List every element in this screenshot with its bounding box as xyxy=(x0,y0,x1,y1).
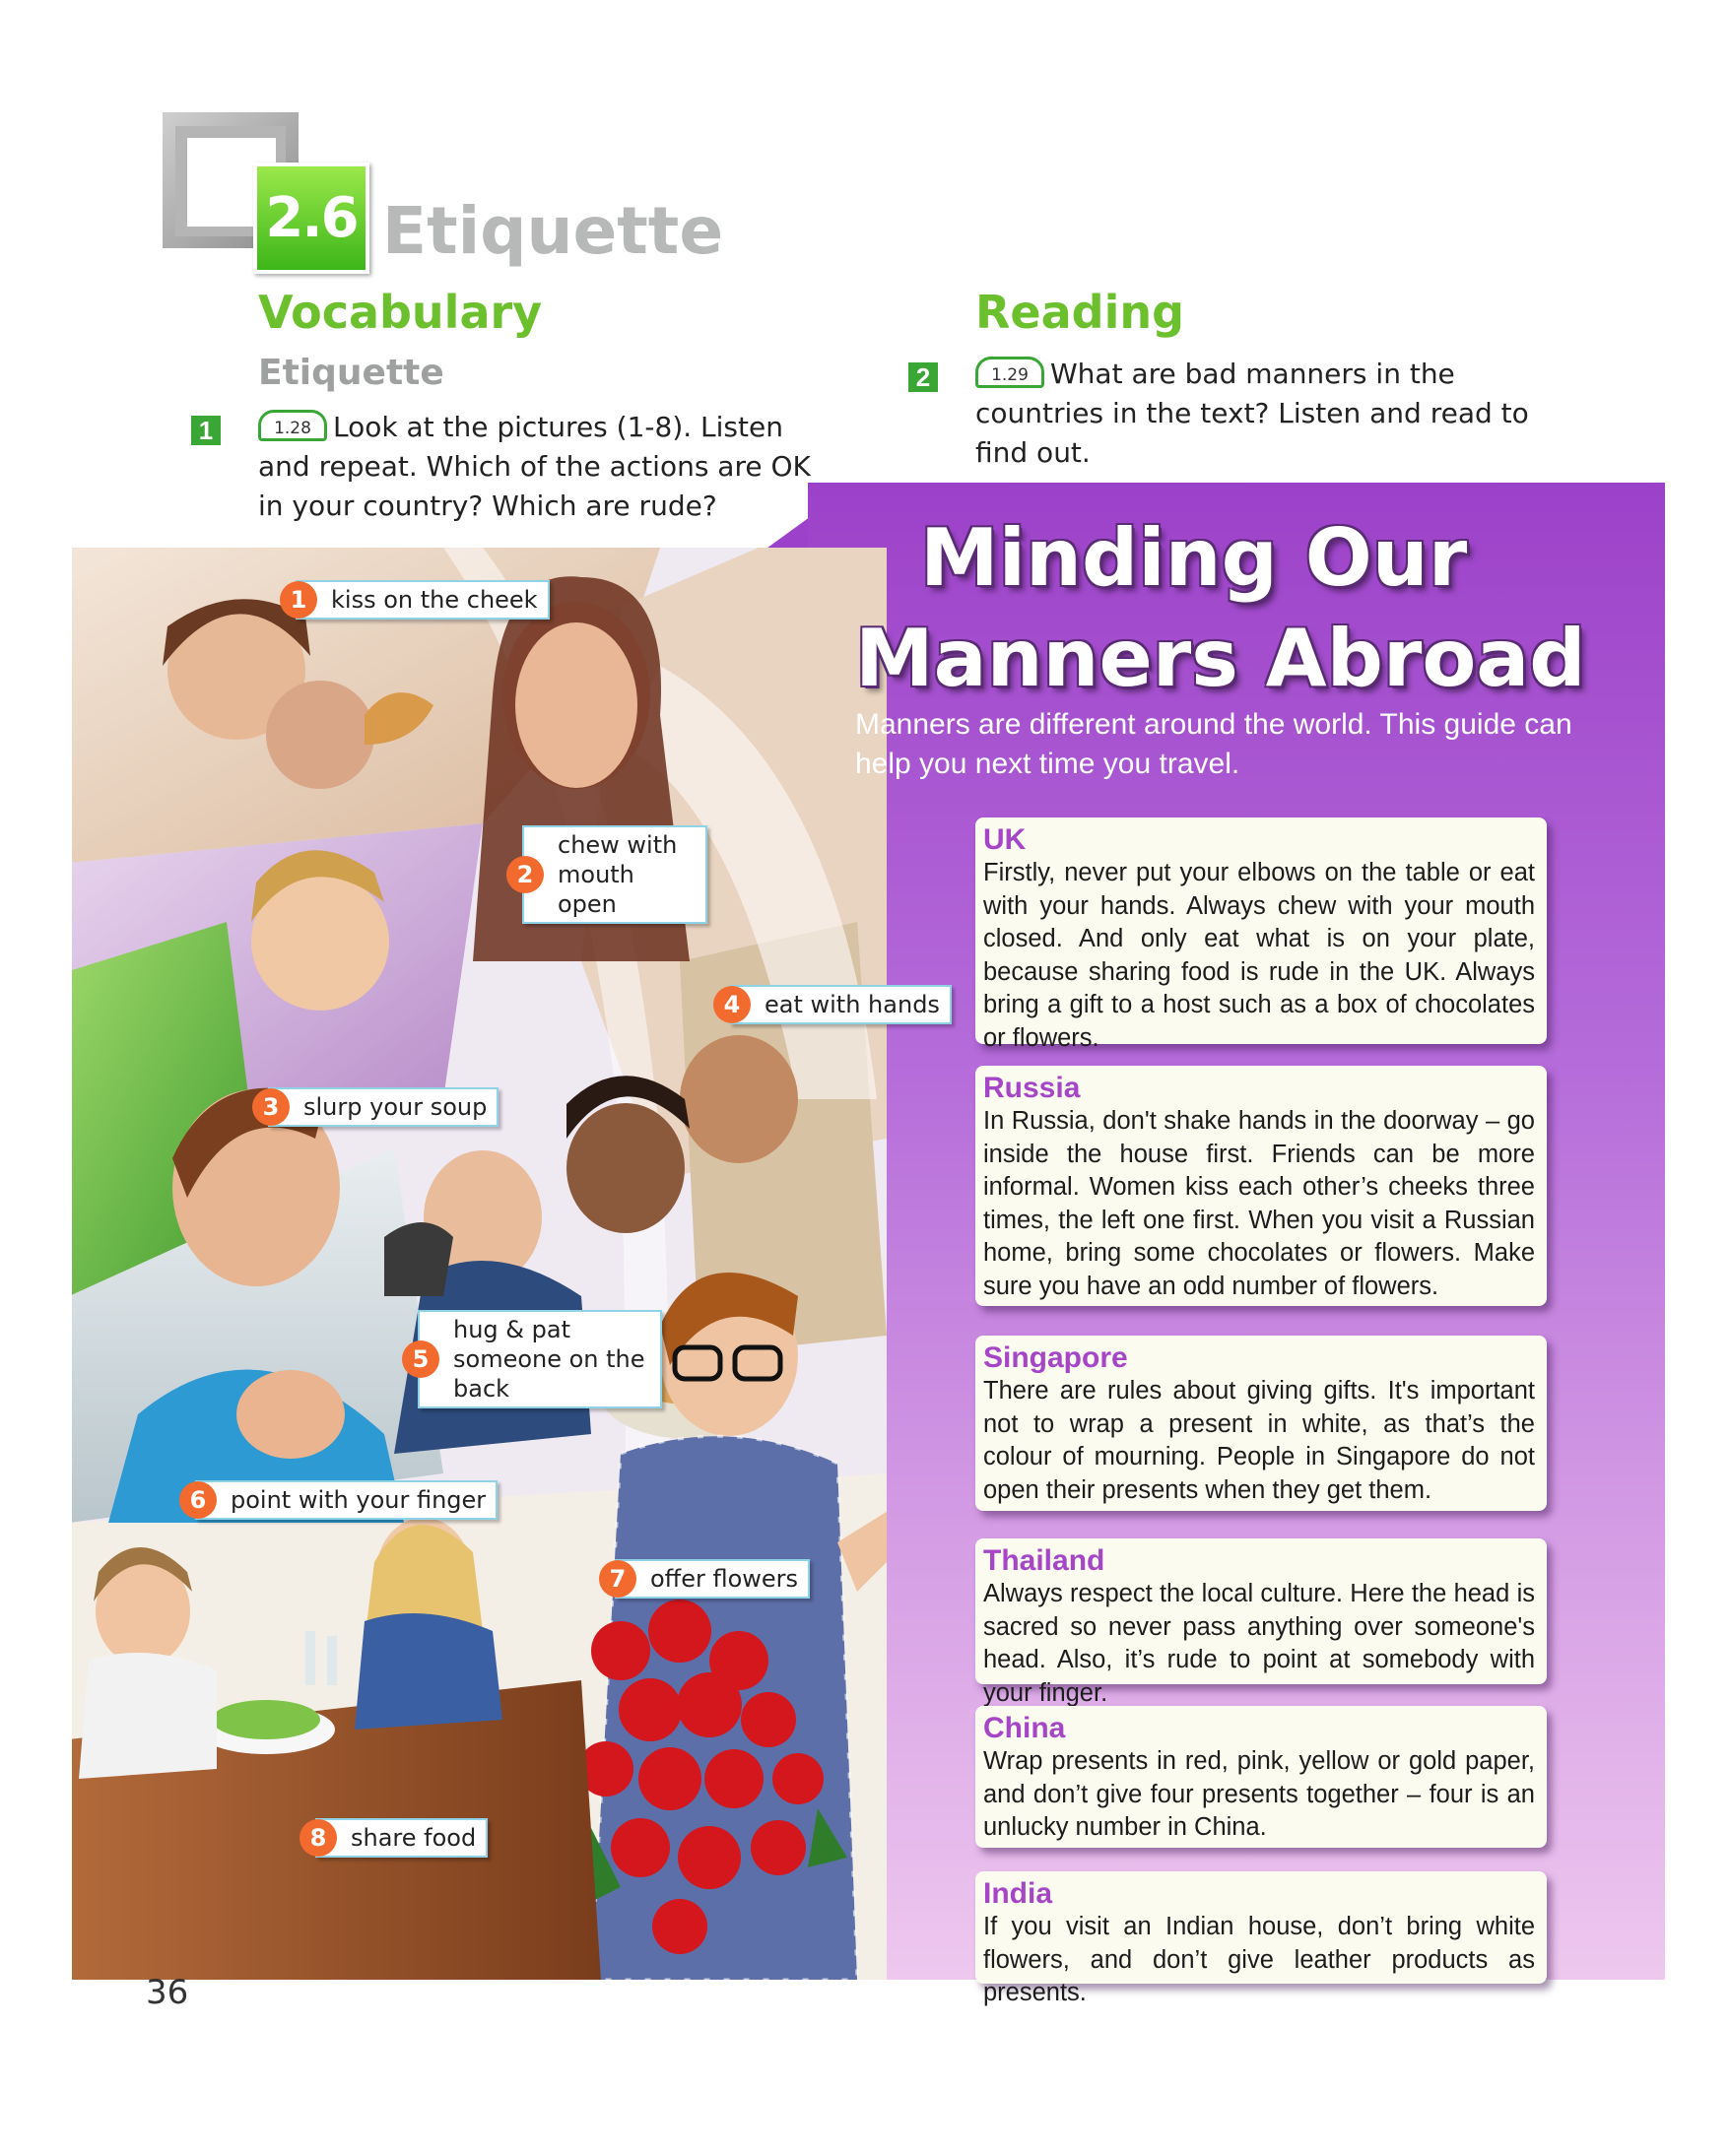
country-box-china xyxy=(975,1706,1547,1848)
audio-track-1-28[interactable]: 1.28 xyxy=(258,410,327,441)
unit-title: Etiquette xyxy=(382,193,724,269)
vocabulary-subheading: Etiquette xyxy=(258,353,444,393)
country-name: Russia xyxy=(983,1072,1081,1104)
country-name: Thailand xyxy=(983,1544,1105,1577)
country-text: If you visit an Indian house, don’t bring white flowers, and don’t give leather products as presents. xyxy=(983,1913,1535,2006)
exercise-1-instruction: 1.28 Look at the pictures (1-8). Listen and repeat. Which of the actions are OK in your country? Which are rude? xyxy=(258,411,811,522)
country-box-singapore xyxy=(975,1336,1547,1511)
country-text: Always respect the local culture. Here the head is sacred so never pass anything over someone's head. Also, it’s rude to point at somebody with your finger. xyxy=(983,1580,1535,1707)
exercise-1-number: 1 xyxy=(191,416,221,445)
reading-heading: Reading xyxy=(975,286,1185,339)
country-name: Singapore xyxy=(983,1341,1128,1374)
country-box-uk xyxy=(975,817,1547,1052)
photo-collage-drawing xyxy=(69,548,887,1980)
label-point-with-your-finger: 6 point with your finger xyxy=(195,1480,498,1520)
country-name: India xyxy=(983,1877,1053,1910)
country-name: UK xyxy=(983,823,1027,856)
country-text: Firstly, never put your elbows on the table or eat with your hands. Always chew with your mouth closed. And only eat what is on your plate, because sharing food is rude in the UK. Always bring a gift to a host such as a box of chocolates or flowers. xyxy=(983,859,1535,1052)
label-eat-with-hands: 4 eat with hands xyxy=(729,985,952,1024)
country-text: There are rules about giving gifts. It's important not to wrap a present in white, as that’s the colour of mourning. People in Singapore do not open their presents when they get them. xyxy=(983,1377,1535,1504)
exercise-2-number: 2 xyxy=(908,362,938,392)
label-offer-flowers: 7 offer flowers xyxy=(615,1559,810,1599)
reading-intro: Manners are different around the world. This guide can help you next time you travel. xyxy=(855,708,1572,780)
label-kiss-on-the-cheek: 1 kiss on the cheek xyxy=(296,580,550,620)
reading-title: Minding Our Manners Abroad xyxy=(855,512,1586,704)
vocabulary-heading: Vocabulary xyxy=(258,286,543,339)
country-box-thailand xyxy=(975,1538,1547,1707)
label-share-food: 8 share food xyxy=(315,1818,488,1858)
label-hug-and-pat-someone-on-the-back: 5 hug & pat someone on the back xyxy=(418,1310,662,1408)
country-text: In Russia, don't shake hands in the doorway – go inside the house first. Friends can be more informal. Women kiss each other’s cheeks three times, the left one first. When you visit a Russian home, bring some chocolates or flowers. Make sure you have an odd number of flowers. xyxy=(983,1107,1535,1300)
label-chew-with-mouth-open: 2 chew with mouth open xyxy=(522,825,707,924)
page-number: 36 xyxy=(146,1973,189,2012)
unit-number: 2.6 xyxy=(253,163,369,274)
exercise-2-instruction: 1.29 What are bad manners in the countries in the text? Listen and read to find out. xyxy=(975,358,1529,469)
audio-track-1-29[interactable]: 1.29 xyxy=(975,357,1044,388)
country-box-india xyxy=(975,1871,1547,2006)
country-box-russia xyxy=(975,1066,1547,1306)
country-text: Wrap presents in red, pink, yellow or gold paper, and don’t give four presents together – four is an unlucky number in China. xyxy=(983,1747,1535,1841)
country-name: China xyxy=(983,1712,1066,1744)
label-slurp-your-soup: 3 slurp your soup xyxy=(268,1087,499,1127)
vocabulary-photo-collage xyxy=(69,548,887,1980)
